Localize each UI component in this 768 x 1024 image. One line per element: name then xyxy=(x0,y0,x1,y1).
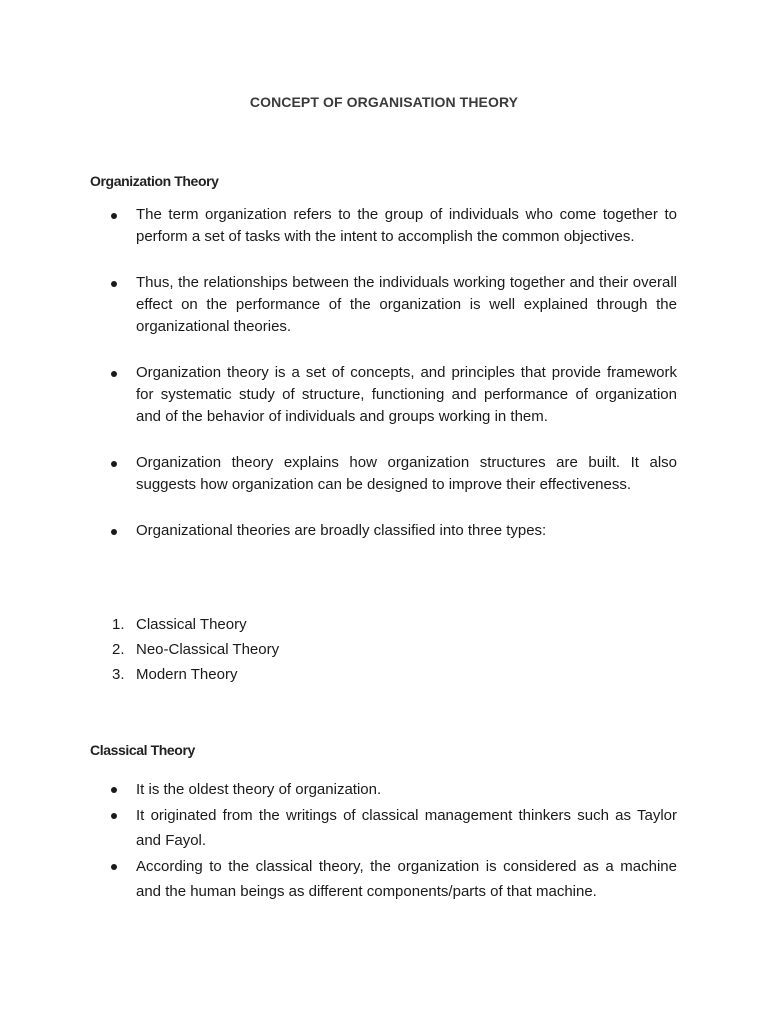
list-item xyxy=(108,854,677,905)
list-label: Neo-Classical Theory xyxy=(136,641,280,658)
theory-types-list xyxy=(112,612,279,687)
list-number: 3. xyxy=(112,666,125,683)
bullet-icon xyxy=(111,787,117,793)
bullet-text: Thus, the relationships between the individuals working together and their overall effect on the performance of the organization is well explained through the organizational theories. xyxy=(136,274,677,335)
bullet-text: Organization theory is a set of concepts, and principles that provide framework for systematic study of structure, functioning and performance of organization and of the behavior of individuals and groups working in them. xyxy=(136,364,677,425)
bullet-icon xyxy=(111,529,117,535)
list-number: 1. xyxy=(112,616,125,633)
bullet-text: The term organization refers to the group of individuals who come together to perform a set of tasks with the intent to accomplish the common objectives. xyxy=(136,206,677,245)
bullet-icon xyxy=(111,281,117,287)
list-item xyxy=(108,452,677,496)
classical-theory-bullets xyxy=(108,777,677,905)
bullet-text: It originated from the writings of classical management thinkers such as Taylor and Fayol. xyxy=(136,806,677,849)
list-item xyxy=(112,637,279,662)
bullet-text: Organization theory explains how organization structures are built. It also suggests how organization can be designed to improve their effectiveness. xyxy=(136,454,677,493)
list-number: 2. xyxy=(112,641,125,658)
bullet-icon xyxy=(111,461,117,467)
list-item xyxy=(108,204,677,248)
list-item xyxy=(108,520,677,542)
organization-theory-bullets xyxy=(108,204,677,566)
bullet-text: Organizational theories are broadly classified into three types: xyxy=(136,522,547,539)
section-heading-organization-theory: Organization Theory xyxy=(90,173,219,189)
list-item xyxy=(108,362,677,428)
bullet-icon xyxy=(111,213,117,219)
list-item xyxy=(112,612,279,637)
list-label: Modern Theory xyxy=(136,666,238,683)
list-item xyxy=(108,272,677,338)
list-item xyxy=(108,803,677,854)
section-heading-classical-theory: Classical Theory xyxy=(90,742,195,758)
bullet-icon xyxy=(111,864,117,870)
bullet-icon xyxy=(111,813,117,819)
list-item xyxy=(108,777,677,803)
bullet-text: It is the oldest theory of organization. xyxy=(136,781,382,798)
list-item xyxy=(112,662,279,687)
document-title: CONCEPT OF ORGANISATION THEORY xyxy=(249,94,519,110)
bullet-text: According to the classical theory, the organization is considered as a machine and the human beings as different components/parts of that machine. xyxy=(136,857,677,900)
list-label: Classical Theory xyxy=(136,616,247,633)
bullet-icon xyxy=(111,371,117,377)
